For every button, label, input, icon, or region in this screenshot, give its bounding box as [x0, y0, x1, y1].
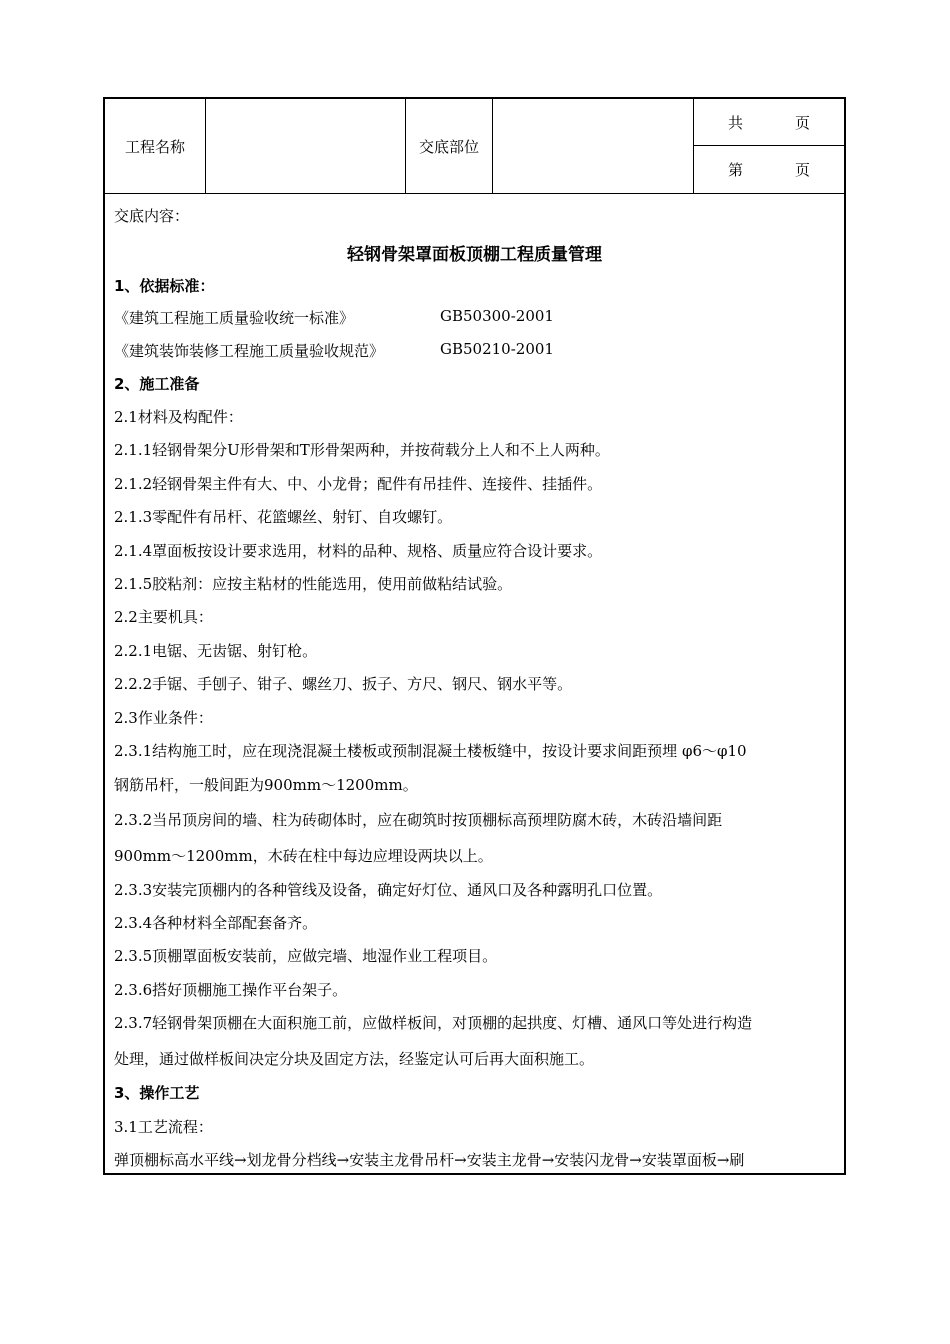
paragraph: 2.3.3安装完顶棚内的各种管线及设备，确定好灯位、通风口及各种露明孔口位置。: [114, 881, 663, 899]
total-pages: [694, 99, 844, 145]
total-label-right: 页: [795, 113, 811, 132]
paragraph: 2.1.5胶粘剂：应按主粘材的性能选用，使用前做粘结试验。: [114, 575, 513, 593]
page-label-left: 第: [728, 160, 744, 179]
paragraph: 2.1.3零配件有吊杆、花篮螺丝、射钉、自攻螺钉。: [114, 508, 453, 526]
standard-1: [114, 307, 554, 328]
paragraph: 2.3作业条件：: [114, 709, 213, 727]
page-number: [694, 146, 844, 192]
paragraph: 2.2.2手锯、手刨子、钳子、螺丝刀、扳子、方尺、钢尺、钢水平等。: [114, 675, 573, 693]
paragraph: 2.1.1轻钢骨架分U形骨架和T形骨架两种，并按荷载分上人和不上人两种。: [114, 441, 610, 459]
paragraph: 2.3.6搭好顶棚施工操作平台架子。: [114, 981, 348, 999]
standard-2-name: 《建筑装饰装修工程施工质量验收规范》: [114, 342, 385, 360]
intro-label: 交底内容：: [114, 207, 190, 225]
paragraph: 900mm～1200mm，木砖在柱中每边应埋设两块以上。: [114, 847, 493, 865]
paragraph: 2.1.2轻钢骨架主件有大、中、小龙骨；配件有吊挂件、连接件、挂插件。: [114, 475, 603, 493]
standard-1-name: 《建筑工程施工质量验收统一标准》: [114, 309, 355, 327]
paragraph: 3.1工艺流程：: [114, 1118, 213, 1136]
total-label-left: 共: [728, 113, 744, 132]
standard-2-code: GB50210-2001: [440, 340, 554, 358]
paragraph: 钢筋吊杆，一般间距为900mm～1200mm。: [114, 776, 418, 794]
paragraph: 处理，通过做样板间决定分块及固定方法，经鉴定认可后再大面积施工。: [114, 1050, 595, 1068]
section-3-heading: 3、操作工艺: [114, 1084, 200, 1102]
document-title: 轻钢骨架罩面板顶棚工程质量管理: [347, 245, 602, 265]
project-name-label: 工程名称: [124, 137, 185, 156]
part-value[interactable]: [493, 99, 693, 193]
form-header: [105, 99, 844, 194]
paragraph: 2.2.1电锯、无齿锯、射钉枪。: [114, 642, 318, 660]
paragraph: 2.1.4罩面板按设计要求选用，材料的品种、规格、质量应符合设计要求。: [114, 542, 603, 560]
disclosure-form: [103, 97, 846, 1175]
paragraph: 2.3.7轻钢骨架顶棚在大面积施工前，应做样板间，对顶棚的起拱度、灯槽、通风口等处进行构造: [114, 1014, 753, 1032]
paragraph: 2.2主要机具：: [114, 608, 213, 626]
paragraph: 2.3.1结构施工时，应在现浇混凝土楼板或预制混凝土楼板缝中，按设计要求间距预埋 φ6～φ10: [114, 742, 747, 760]
project-name-value[interactable]: [206, 99, 405, 193]
section-1-heading: 1、依据标准：: [114, 277, 215, 295]
standard-1-code: GB50300-2001: [440, 307, 554, 325]
paragraph: 2.3.5顶棚罩面板安装前，应做完墙、地湿作业工程项目。: [114, 947, 498, 965]
paragraph: 2.1材料及构配件：: [114, 408, 243, 426]
paragraph: 2.3.2当吊顶房间的墙、柱为砖砌体时，应在砌筑时按顶棚标高预埋防腐木砖，木砖沿墙间距: [114, 811, 723, 829]
paragraph: 2.3.4各种材料全部配套备齐。: [114, 914, 318, 932]
standard-2: [114, 340, 554, 361]
process-flow: 弹顶棚标高水平线→划龙骨分档线→安装主龙骨吊杆→安装主龙骨→安装闪龙骨→安装罩面板→刷: [114, 1151, 745, 1169]
section-2-heading: 2、施工准备: [114, 375, 200, 393]
part-label: 交底部位: [418, 137, 479, 156]
page-label-right: 页: [795, 160, 811, 179]
